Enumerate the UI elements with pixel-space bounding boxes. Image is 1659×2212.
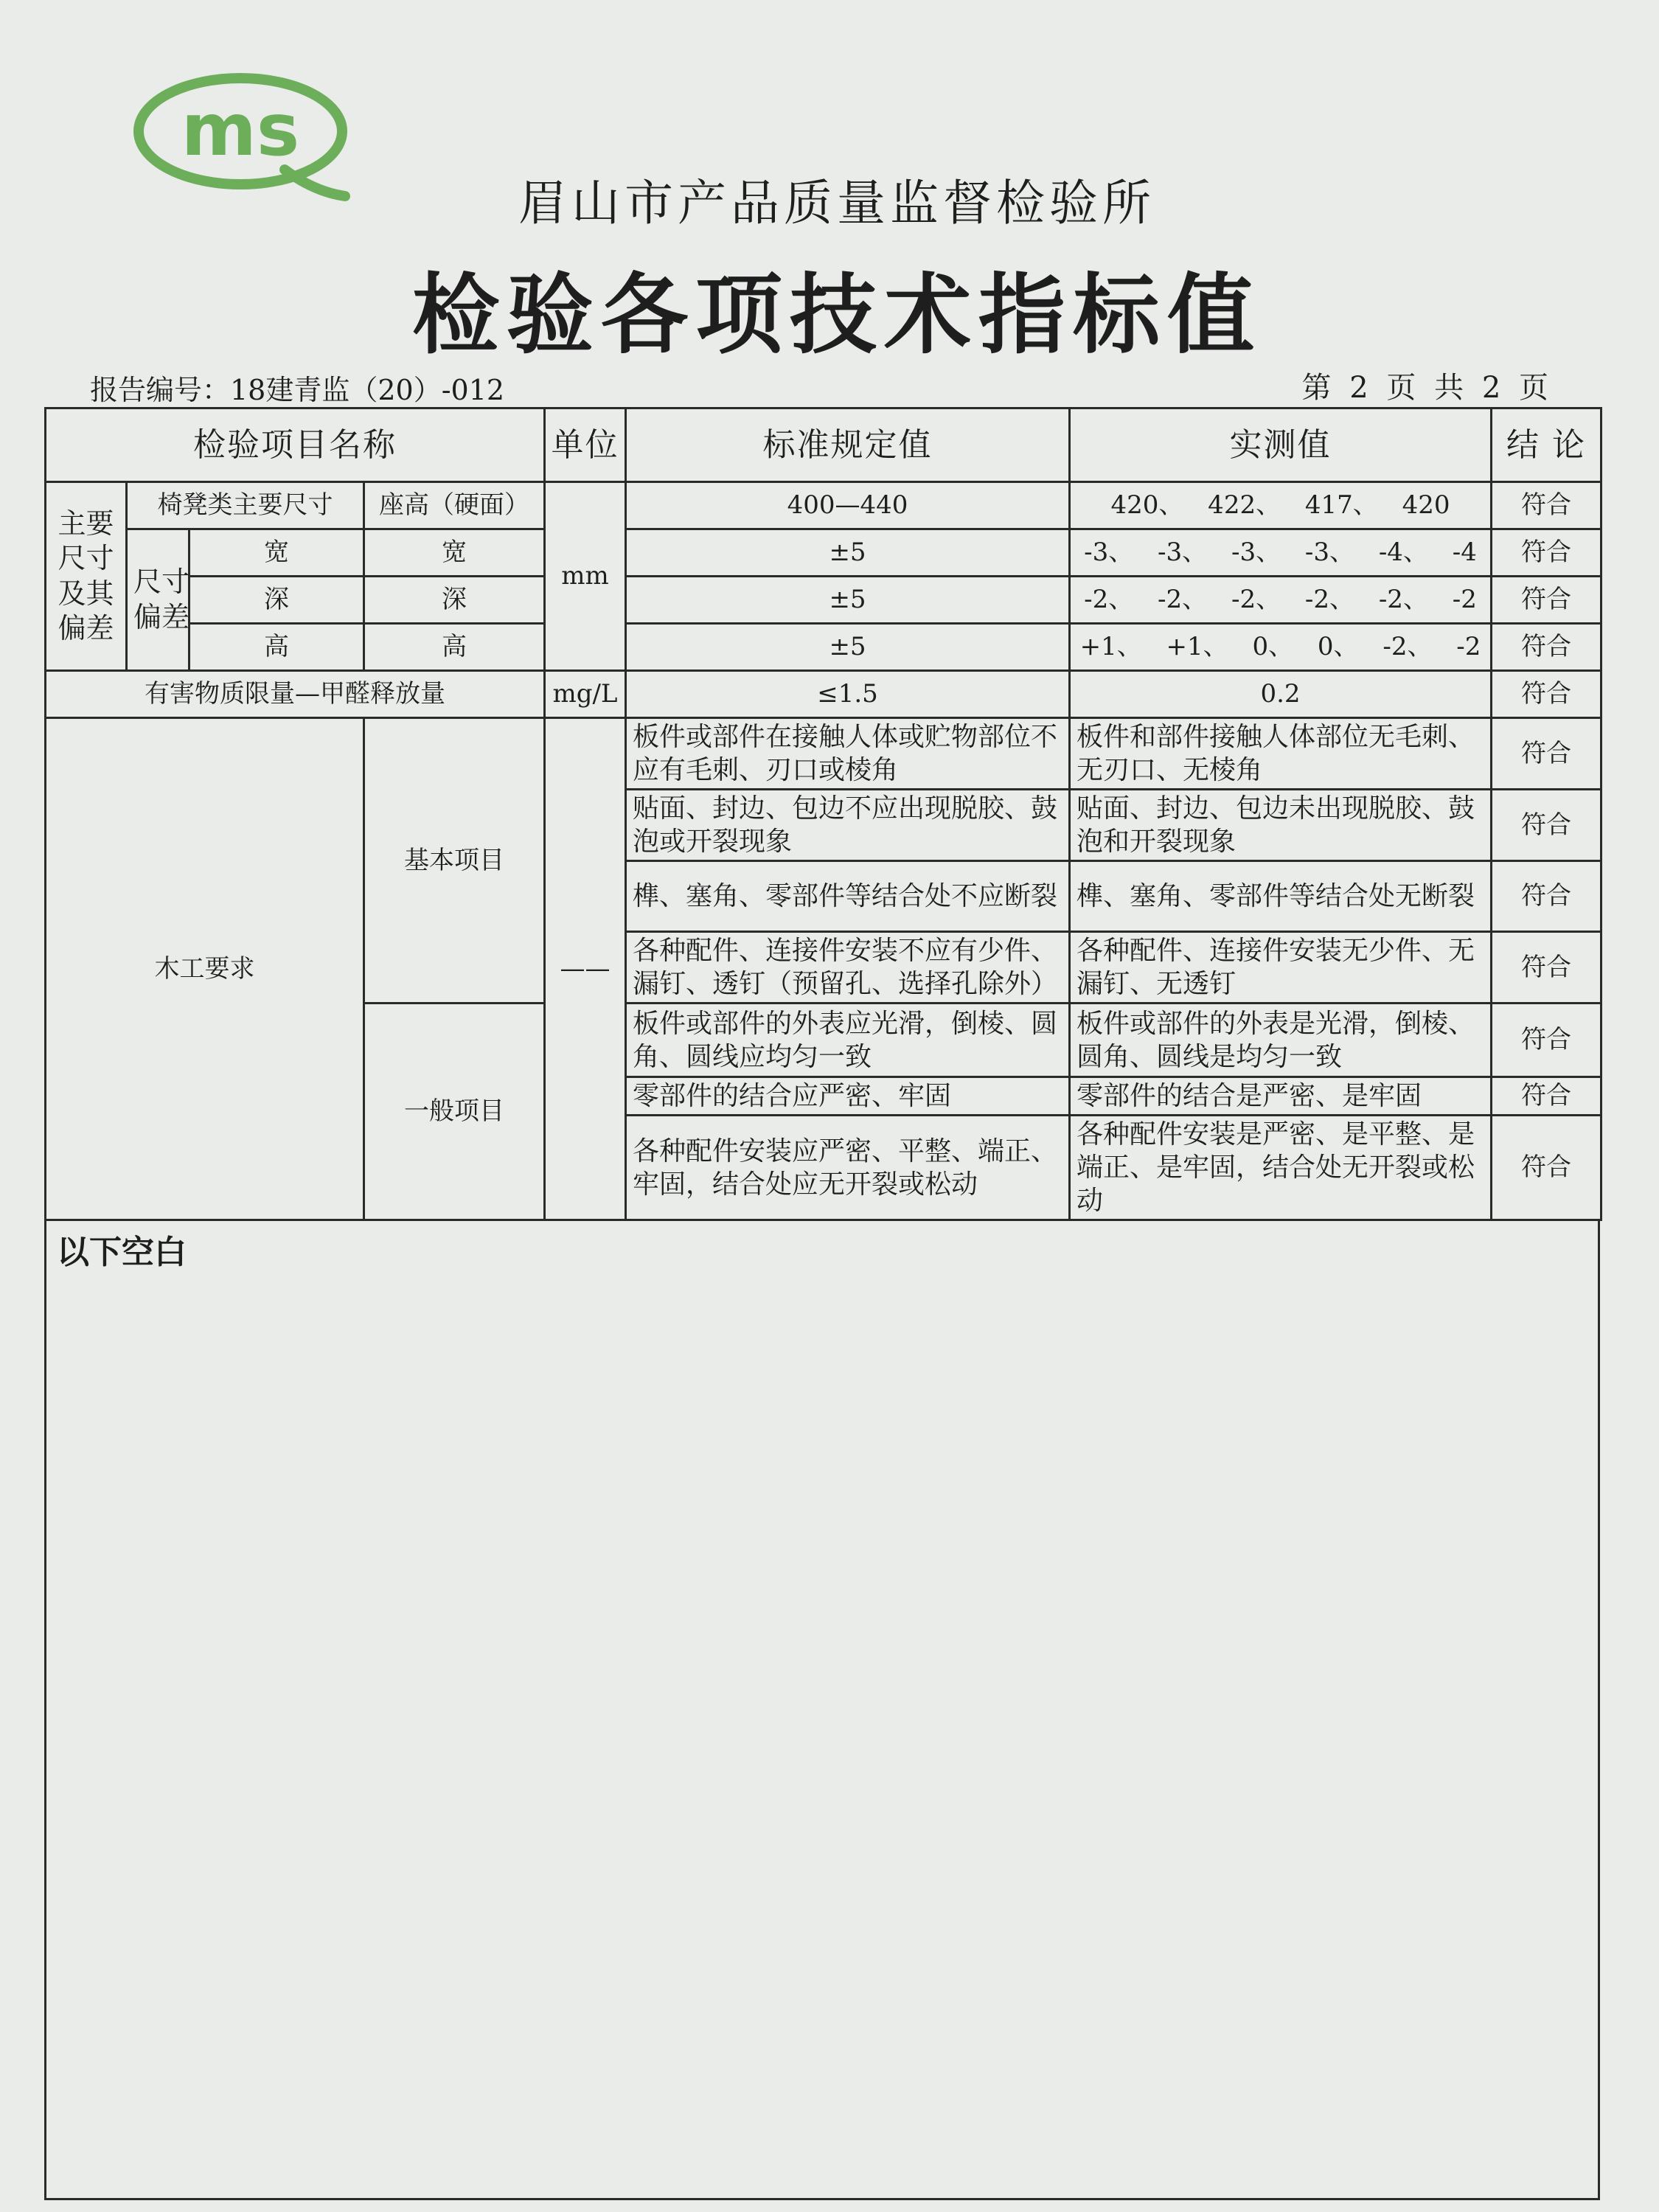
row-sub: 深 <box>189 577 364 624</box>
row-standard: 榫、塞角、零部件等结合处不应断裂 <box>626 861 1070 932</box>
row-measured: 榫、塞角、零部件等结合处无断裂 <box>1070 861 1492 932</box>
row-measured: +1、 +1、 0、 0、 -2、 -2 <box>1070 624 1492 671</box>
table-row <box>46 624 1601 671</box>
formaldehyde-conclusion: 符合 <box>1492 671 1601 718</box>
woodwork-unit: —— <box>545 718 626 1220</box>
woodwork-label: 木工要求 <box>46 718 364 1220</box>
row-conclusion: 符合 <box>1492 718 1601 790</box>
row-standard: 板件或部件的外表应光滑，倒棱、圆角、圆线应均匀一致 <box>626 1004 1070 1077</box>
row-standard: ±5 <box>626 529 1070 577</box>
row-standard: 贴面、封边、包边不应出现脱胶、鼓泡或开裂现象 <box>626 790 1070 861</box>
row-conclusion: 符合 <box>1492 1004 1601 1077</box>
row-conclusion: 符合 <box>1492 624 1601 671</box>
organization-name: 眉山市产品质量监督检验所 <box>518 175 1155 232</box>
row-conclusion: 符合 <box>1492 932 1601 1004</box>
row-item: 深 <box>364 577 545 624</box>
page-count: 第 2 页 共 2 页 <box>1301 371 1553 405</box>
row-item: 座高（硬面） <box>364 482 545 529</box>
row-measured: 板件和部件接触人体部位无毛刺、无刃口、无棱角 <box>1070 718 1492 790</box>
blank-note: 以下空白 <box>57 1234 187 1271</box>
svg-text:ms: ms <box>181 88 300 173</box>
main-size-label: 椅凳类主要尺寸 <box>127 482 364 529</box>
row-measured: 各种配件安装是严密、是平整、是端正、是牢固，结合处无开裂或松动 <box>1070 1116 1492 1220</box>
table-row <box>46 577 1601 624</box>
row-conclusion: 符合 <box>1492 577 1601 624</box>
row-measured: 420、 422、 417、 420 <box>1070 482 1492 529</box>
deviation-label: 尺寸偏差 <box>127 529 189 671</box>
row-standard: 零部件的结合应严密、牢固 <box>626 1077 1070 1116</box>
row-conclusion: 符合 <box>1492 529 1601 577</box>
report-number: 报告编号：18建青监（20）-012 <box>90 374 505 406</box>
blank-area <box>44 1220 1600 2200</box>
row-conclusion: 符合 <box>1492 790 1601 861</box>
row-standard: ±5 <box>626 624 1070 671</box>
row-conclusion: 符合 <box>1492 861 1601 932</box>
formaldehyde-measured: 0.2 <box>1070 671 1492 718</box>
basic-items-label: 基本项目 <box>364 718 545 1004</box>
header-row <box>46 408 1601 482</box>
table-row <box>46 482 1601 529</box>
row-item: 高 <box>364 624 545 671</box>
row-standard: 板件或部件在接触人体或贮物部位不应有毛刺、刃口或棱角 <box>626 718 1070 790</box>
row-conclusion: 符合 <box>1492 482 1601 529</box>
row-sub: 宽 <box>189 529 364 577</box>
header-unit: 单位 <box>545 408 626 482</box>
header-measured: 实测值 <box>1070 408 1492 482</box>
row-measured: -3、 -3、 -3、 -3、 -4、 -4 <box>1070 529 1492 577</box>
document-title: 检验各项技术指标值 <box>411 263 1262 366</box>
header-standard: 标准规定值 <box>626 408 1070 482</box>
row-standard: 各种配件安装应严密、平整、端正、牢固，结合处应无开裂或松动 <box>626 1116 1070 1220</box>
header-item: 检验项目名称 <box>46 408 545 482</box>
row-standard: 400—440 <box>626 482 1070 529</box>
row-sub: 高 <box>189 624 364 671</box>
dimension-group-label: 主要尺寸及其偏差 <box>46 482 127 671</box>
row-measured: 贴面、封边、包边未出现脱胶、鼓泡和开裂现象 <box>1070 790 1492 861</box>
formaldehyde-row <box>46 671 1601 718</box>
formaldehyde-standard: ≤1.5 <box>626 671 1070 718</box>
row-standard: 各种配件、连接件安装不应有少件、漏钉、透钉（预留孔、选择孔除外） <box>626 932 1070 1004</box>
formaldehyde-item: 有害物质限量—甲醛释放量 <box>46 671 545 718</box>
row-conclusion: 符合 <box>1492 1116 1601 1220</box>
dimension-unit: mm <box>545 482 626 671</box>
row-measured: -2、 -2、 -2、 -2、 -2、 -2 <box>1070 577 1492 624</box>
table-row <box>46 529 1601 577</box>
row-item: 宽 <box>364 529 545 577</box>
row-standard: ±5 <box>626 577 1070 624</box>
general-items-label: 一般项目 <box>364 1004 545 1220</box>
row-measured: 板件或部件的外表是光滑，倒棱、圆角、圆线是均匀一致 <box>1070 1004 1492 1077</box>
row-measured: 各种配件、连接件安装无少件、无漏钉、无透钉 <box>1070 932 1492 1004</box>
header-conclusion: 结 论 <box>1492 408 1601 482</box>
row-conclusion: 符合 <box>1492 1077 1601 1116</box>
table-row <box>46 718 1601 790</box>
inspection-table <box>44 407 1602 1221</box>
row-measured: 零部件的结合是严密、是牢固 <box>1070 1077 1492 1116</box>
formaldehyde-unit: mg/L <box>545 671 626 718</box>
